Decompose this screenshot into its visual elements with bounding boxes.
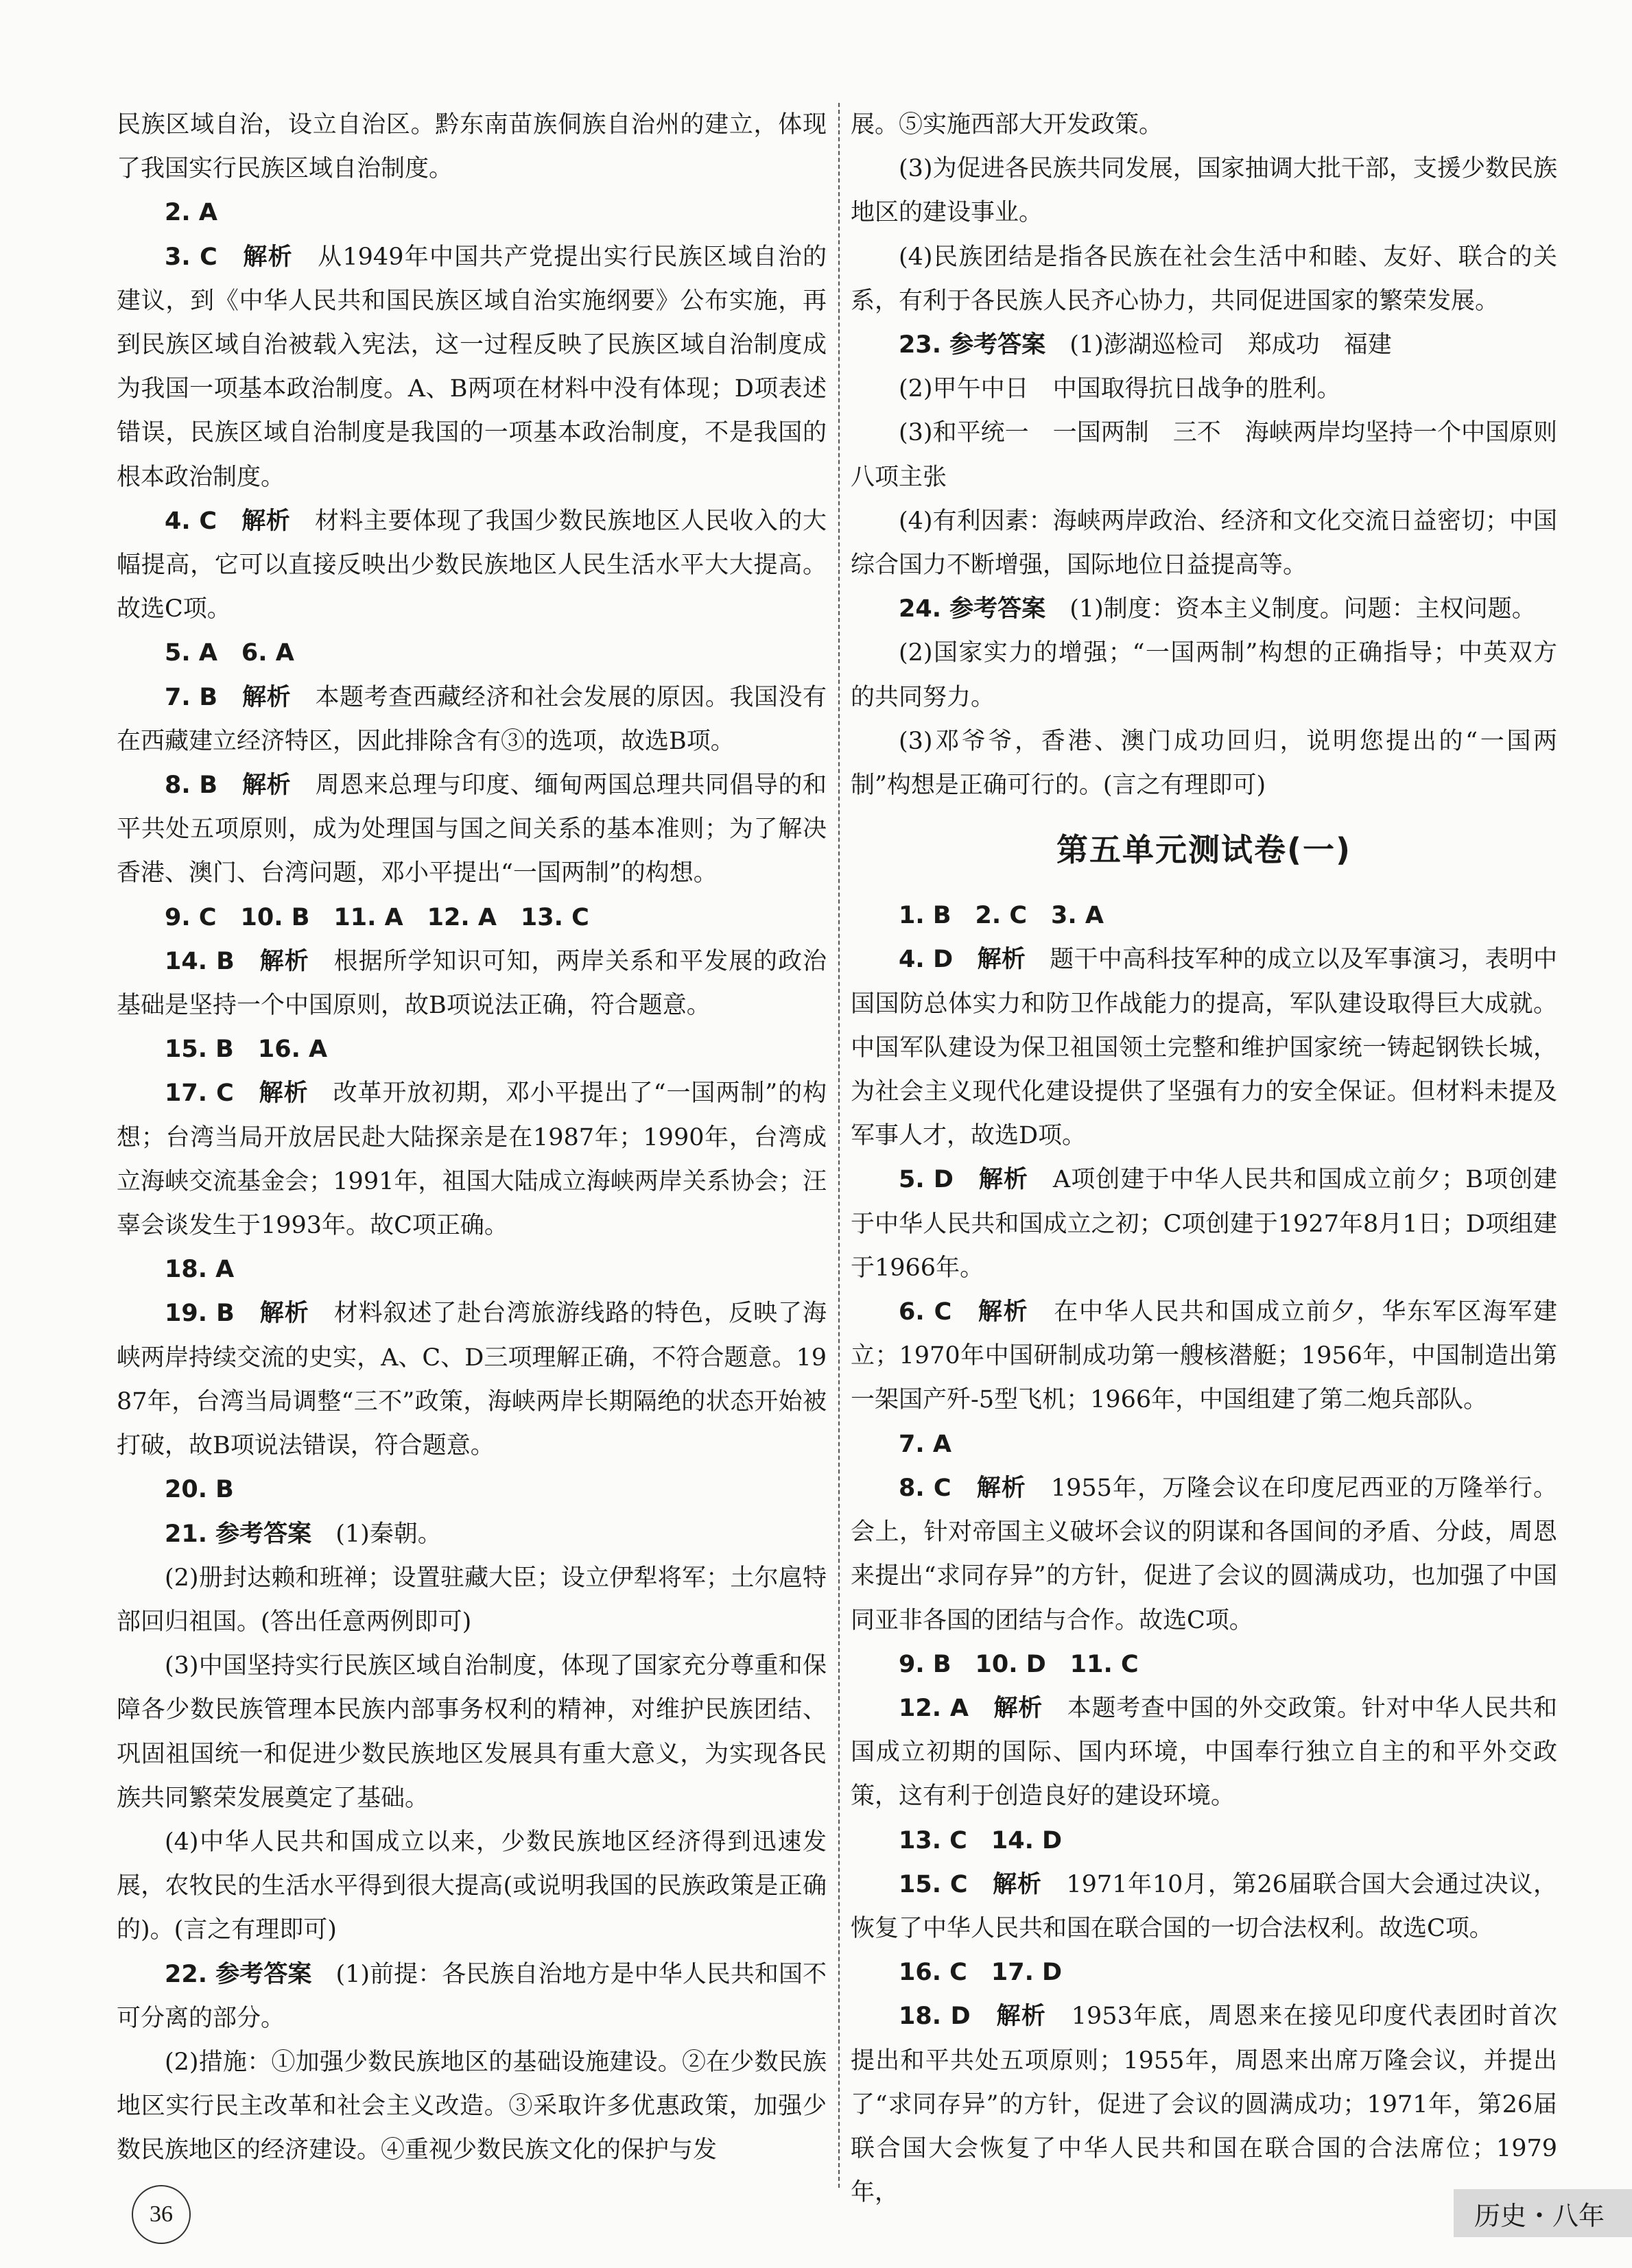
answer-text: 本题考查中国的外交政策。针对中华人民共和国成立初期的国际、国内环境，中国奉行独立自主的和平外交政策，这有利于创造良好的建设环境。 bbox=[851, 1694, 1557, 1811]
answer-text: (4)中华人民共和国成立以来，少数民族地区经济得到迅速发展，农牧民的生活水平得到很大提高(或说明我国的民族政策是正确的)。(言之有理即可) bbox=[117, 1828, 827, 1944]
answer-label: 24. 参考答案 bbox=[899, 595, 1070, 623]
answer-text: (2)甲午中日 中国取得抗日战争的胜利。 bbox=[899, 375, 1341, 403]
paragraph bbox=[117, 499, 827, 632]
answer-text: 民族区域自治，设立自治区。黔东南苗族侗族自治州的建立，体现了我国实行民族区域自治制度。 bbox=[117, 111, 827, 183]
paragraph bbox=[117, 1027, 827, 1071]
answer-text: (3)中国坚持实行民族区域自治制度，体现了国家充分尊重和保障各少数民族管理本民族内部事务权利的精神，对维护民族团结、巩固祖国统一和促进少数民族地区发展具有重大意义，为实现各民族共同繁荣发展奠定了基础。 bbox=[117, 1652, 827, 1812]
paragraph bbox=[851, 1422, 1557, 1466]
paragraph bbox=[117, 1953, 827, 2040]
answer-text: (2)国家实力的增强；“一国两制”构想的正确指导；中英双方的共同努力。 bbox=[851, 639, 1557, 711]
answer-label: 15. C 解析 bbox=[899, 1870, 1067, 1898]
answer-text: (2)措施：①加强少数民族地区的基础设施建设。②在少数民族地区实行民主改革和社会主义改造。③采取许多优惠政策，加强少数民族地区的经济建设。④重视少数民族文化的保护与发 bbox=[117, 2048, 827, 2164]
paragraph bbox=[117, 235, 827, 499]
paragraph bbox=[117, 1468, 827, 1512]
paragraph bbox=[851, 147, 1557, 235]
paragraph bbox=[117, 1071, 827, 1248]
answer-label: 2. A bbox=[165, 199, 217, 227]
paragraph bbox=[117, 631, 827, 675]
answer-label: 14. B 解析 bbox=[165, 947, 334, 975]
paragraph bbox=[851, 1290, 1557, 1422]
answer-label: 4. D 解析 bbox=[899, 946, 1050, 974]
answer-label: 8. B 解析 bbox=[165, 772, 316, 800]
paragraph bbox=[117, 1248, 827, 1291]
answer-text: 1955年，万隆会议在印度尼西亚的万隆举行。会上，针对帝国主义破坏会议的阴谋和各国间的矛盾、分歧，周恩来提出“求同存异”的方针，促进了会议的圆满成功，也加强了中国同亚非各国的团结与合作。故选C项。 bbox=[851, 1474, 1557, 1634]
paragraph bbox=[117, 1820, 827, 1953]
answer-label: 5. D 解析 bbox=[899, 1166, 1053, 1194]
paragraph bbox=[851, 411, 1582, 499]
answer-label: 13. C 14. D bbox=[899, 1826, 1063, 1854]
answer-text: 材料主要体现了我国少数民族地区人民收入的大幅提高，它可以直接反映出少数民族地区人民生活水平大大提高。故选C项。 bbox=[117, 507, 827, 623]
paragraph bbox=[851, 1994, 1557, 2215]
paragraph bbox=[851, 1863, 1557, 1950]
paragraph bbox=[851, 894, 1557, 938]
answer-text: 本题考查西藏经济和社会发展的原因。我国没有在西藏建立经济特区，因此排除含有③的选项，故选B项。 bbox=[117, 683, 827, 755]
answer-label: 17. C 解析 bbox=[165, 1079, 333, 1108]
answer-label: 19. B 解析 bbox=[165, 1300, 334, 1328]
answer-text: 题干中高科技军种的成立以及军事演习，表明中国国防总体实力和防卫作战能力的提高，军队建设取得巨大成就。中国军队建设为保卫祖国领土完整和维护国家统一铸起钢铁长城，为社会主义现代化建设提供了坚强有力的安全保证。但材料未提及军事人才，故选D项。 bbox=[851, 946, 1557, 1150]
paragraph bbox=[851, 1466, 1557, 1643]
paragraph bbox=[851, 719, 1557, 807]
right-bottom-block bbox=[851, 894, 1557, 2215]
answer-label: 5. A 6. A bbox=[165, 639, 294, 667]
paragraph bbox=[117, 676, 827, 763]
paragraph bbox=[851, 367, 1557, 411]
left-column bbox=[117, 103, 827, 2173]
paragraph bbox=[851, 1643, 1557, 1686]
answer-label: 12. A 解析 bbox=[899, 1694, 1067, 1722]
answer-text: A项创建于中华人民共和国成立前夕；B项创建于中华人民共和国成立之初；C项创建于1927年8月1日；D项组建于1966年。 bbox=[851, 1166, 1558, 1282]
paragraph bbox=[851, 235, 1557, 323]
answer-text: (4)有利因素：海峡两岸政治、经济和文化交流日益密切；中国综合国力不断增强，国际地位日益提高等。 bbox=[851, 507, 1557, 580]
paragraph bbox=[117, 103, 827, 191]
answer-label: 9. C 10. B 11. A 12. A 13. C bbox=[165, 903, 589, 931]
answer-text: (1)前提：各民族自治地方是中华人民共和国不可分离的部分。 bbox=[117, 1960, 827, 2032]
paragraph bbox=[117, 763, 827, 896]
right-column bbox=[851, 103, 1582, 2215]
answer-text: 1953年底，周恩来在接见印度代表团时首次提出和平共处五项原则；1955年，周恩来出席万隆会议，并提出了“求同存异”的方针，促进了会议的圆满成功；1971年，第26届联合国大会恢复了中华人民共和国在联合国的合法席位；1979年， bbox=[851, 2003, 1557, 2207]
answer-label: 22. 参考答案 bbox=[165, 1960, 336, 1988]
answer-text: (3)为促进各民族共同发展，国家抽调大批干部，支援少数民族地区的建设事业。 bbox=[851, 155, 1557, 227]
paragraph bbox=[117, 1556, 827, 1644]
answer-text: (1)秦朝。 bbox=[335, 1520, 442, 1548]
answer-label: 18. A bbox=[165, 1256, 235, 1284]
paragraph bbox=[117, 1512, 827, 1556]
paragraph bbox=[117, 1644, 827, 1820]
answer-text: 周恩来总理与印度、缅甸两国总理共同倡导的和平共处五项原则，成为处理国与国之间关系的基本准则；为了解决香港、澳门、台湾问题，邓小平提出“一国两制”的构想。 bbox=[117, 772, 827, 887]
answer-text: 根据所学知识可知，两岸关系和平发展的政治基础是坚持一个中国原则，故B项说法正确，符合题意。 bbox=[117, 947, 827, 1020]
paragraph bbox=[851, 631, 1557, 719]
paragraph bbox=[117, 1291, 827, 1468]
answer-text: 在中华人民共和国成立前夕，华东军区海军建立；1970年中国研制成功第一艘核潜艇；1956年，中国制造出第一架国产歼-5型飞机；1966年，中国组建了第二炮兵部队。 bbox=[851, 1298, 1557, 1414]
answer-label: 9. B 10. D 11. C bbox=[899, 1650, 1139, 1678]
answer-text: 展。⑤实施西部大开发政策。 bbox=[851, 111, 1163, 139]
answer-label: 7. B 解析 bbox=[165, 683, 316, 711]
answer-label: 23. 参考答案 bbox=[899, 331, 1070, 359]
answer-text: (1)制度：资本主义制度。问题：主权问题。 bbox=[1069, 595, 1536, 623]
page-number: 36 bbox=[132, 2185, 191, 2244]
footer-subject-label: 历史・八年 bbox=[1454, 2189, 1632, 2237]
paragraph bbox=[117, 191, 827, 235]
paragraph bbox=[851, 103, 1557, 147]
answer-text: (3)邓爷爷，香港、澳门成功回归，说明您提出的“一国两制”构想是正确可行的。(言之有理即可) bbox=[851, 727, 1557, 800]
answer-label: 6. C 解析 bbox=[899, 1298, 1054, 1326]
paragraph bbox=[851, 587, 1557, 631]
answer-text: (1)澎湖巡检司 郑成功 福建 bbox=[1069, 331, 1392, 359]
paragraph bbox=[851, 323, 1557, 367]
answer-text: 从1949年中国共产党提出实行民族区域自治的建议，到《中华人民共和国民族区域自治实施纲要》公布实施，再到民族区域自治被载入宪法，这一过程反映了民族区域自治制度成为我国一项基本政治制度。A、B两项在材料中没有体现；D项表述错误，民族区域自治制度是我国的一项基本政治制度，不是我国的根本政治制度。 bbox=[117, 243, 827, 491]
answer-label: 16. C 17. D bbox=[899, 1959, 1063, 1987]
right-top-block bbox=[851, 103, 1582, 807]
answer-text: (3)和平统一 一国两制 三不 海峡两岸均坚持一个中国原则 八项主张 bbox=[851, 419, 1582, 491]
paragraph bbox=[851, 499, 1557, 587]
answer-text: 材料叙述了赴台湾旅游线路的特色，反映了海峡两岸持续交流的史实，A、C、D三项理解正确，不符合题意。1987年，台湾当局调整“三不”政策，海峡两岸长期隔绝的状态开始被打破，故B项说法错误，符合题意。 bbox=[117, 1300, 827, 1460]
answer-label: 8. C 解析 bbox=[899, 1474, 1051, 1502]
paragraph bbox=[851, 1158, 1557, 1290]
column-divider bbox=[838, 103, 840, 2188]
answer-label: 1. B 2. C 3. A bbox=[899, 902, 1104, 930]
answer-text: 改革开放初期，邓小平提出了“一国两制”的构想；台湾当局开放居民赴大陆探亲是在1987年；1990年，台湾成立海峡交流基金会；1991年，祖国大陆成立海峡两岸关系协会；汪辜会谈发生于1993年。故C项正确。 bbox=[117, 1079, 827, 1240]
answer-label: 4. C 解析 bbox=[165, 507, 315, 535]
section-title: 第五单元测试卷(一) bbox=[1056, 831, 1352, 869]
paragraph bbox=[117, 940, 827, 1027]
paragraph bbox=[851, 1950, 1557, 1994]
answer-label: 20. B bbox=[165, 1476, 234, 1504]
answer-text: (2)册封达赖和班禅；设置驻藏大臣；设立伊犁将军；土尔扈特部回归祖国。(答出任意两例即可) bbox=[117, 1564, 827, 1636]
paragraph bbox=[117, 2040, 827, 2173]
answer-label: 18. D 解析 bbox=[899, 2003, 1072, 2031]
paragraph bbox=[851, 1819, 1557, 1863]
paragraph bbox=[851, 1686, 1557, 1819]
answer-text: 1971年10月，第26届联合国大会通过决议，恢复了中华人民共和国在联合国的一切合法权利。故选C项。 bbox=[851, 1870, 1558, 1942]
answer-label: 21. 参考答案 bbox=[165, 1520, 336, 1548]
answer-label: 15. B 16. A bbox=[165, 1036, 328, 1064]
answer-text: (4)民族团结是指各民族在社会生活中和睦、友好、联合的关系，有利于各民族人民齐心协力，共同促进国家的繁荣发展。 bbox=[851, 243, 1557, 315]
answer-label: 3. C 解析 bbox=[165, 243, 318, 271]
answer-label: 7. A bbox=[899, 1430, 951, 1458]
paragraph bbox=[117, 896, 827, 940]
paragraph bbox=[851, 938, 1557, 1158]
